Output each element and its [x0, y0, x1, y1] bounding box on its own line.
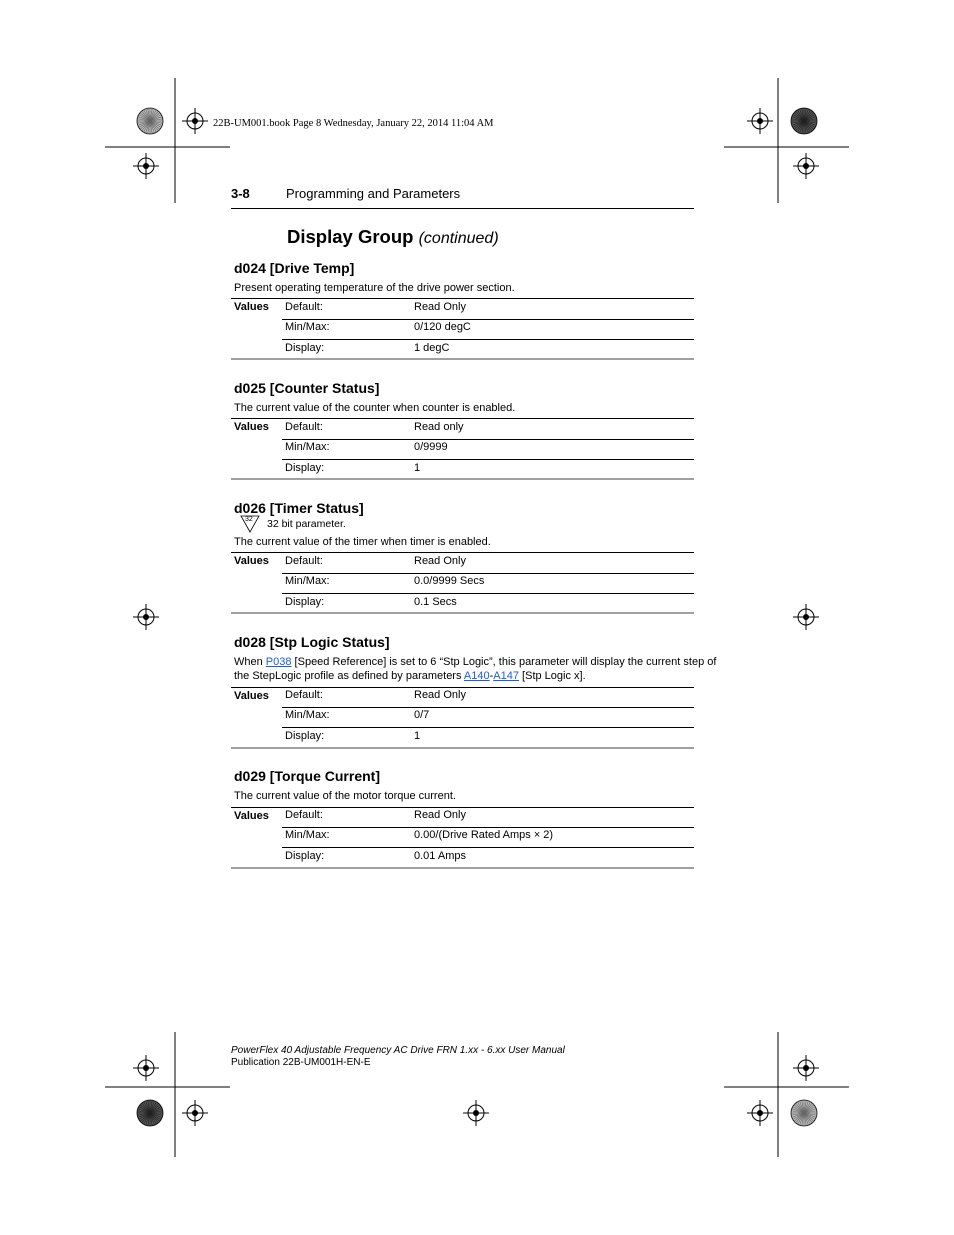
- row-key: Display:: [285, 462, 325, 474]
- page-number: 3-8: [231, 186, 250, 201]
- group-continued: (continued): [418, 230, 499, 247]
- registration-target-icon: [463, 1100, 489, 1126]
- desc-text: [Stp Logic x].: [519, 670, 586, 682]
- param-description-d024: Present operating temperature of the drive power section.: [234, 282, 515, 294]
- print-info: 22B-UM001.book Page 8 Wednesday, January 22, 2014 11:04 AM: [213, 118, 494, 129]
- row-key: Default:: [285, 689, 323, 701]
- color-starburst-icon: [791, 1100, 817, 1126]
- values-table-d026: [231, 552, 694, 614]
- row-value: 0/7: [414, 709, 430, 721]
- row-key: Default:: [285, 809, 323, 821]
- row-key: Min/Max:: [285, 321, 330, 333]
- row-value: 1: [414, 730, 421, 742]
- row-key: Display:: [285, 596, 325, 608]
- color-starburst-icon: [137, 108, 163, 134]
- param-description-d028: [234, 655, 716, 683]
- desc-text: When: [234, 656, 266, 668]
- row-value: Read only: [414, 421, 464, 433]
- row-value: Read Only: [414, 809, 466, 821]
- row-value: 0.0/9999 Secs: [414, 575, 485, 587]
- values-label: Values: [234, 301, 269, 313]
- row-value: 0.00/(Drive Rated Amps × 2): [414, 829, 554, 841]
- row-value: 0.01 Amps: [414, 850, 466, 862]
- row-key: Default:: [285, 421, 323, 433]
- desc-text: -: [489, 670, 494, 682]
- registration-target-icon: [793, 604, 819, 630]
- link-a147[interactable]: A147: [493, 670, 519, 682]
- param-description-d025: The current value of the counter when counter is enabled.: [234, 402, 516, 414]
- registration-target-icon: [133, 153, 159, 179]
- values-label: Values: [234, 690, 269, 702]
- header-rule: [231, 208, 694, 209]
- param-heading-d026: d026 [Timer Status]: [234, 500, 364, 516]
- param-heading-d024: d024 [Drive Temp]: [234, 260, 355, 276]
- values-table-d025: [231, 418, 694, 480]
- link-a140[interactable]: A140: [463, 670, 490, 682]
- registration-target-icon: [793, 153, 819, 179]
- row-key: Display:: [285, 342, 325, 354]
- param-description-d026: The current value of the timer when timer is enabled.: [234, 536, 491, 548]
- desc-text: [Speed Reference] is set to 6 “Stp Logic”, this parameter will display the current step of: [291, 656, 717, 668]
- param-description-d029: The current value of the motor torque current.: [234, 790, 456, 802]
- values-label: Values: [234, 421, 269, 433]
- values-table-d028: [231, 687, 694, 749]
- row-key: Display:: [285, 850, 325, 862]
- registration-target-icon: [747, 108, 773, 134]
- row-value: Read Only: [414, 689, 466, 701]
- values-label: Values: [234, 555, 269, 567]
- registration-target-icon: [182, 1100, 208, 1126]
- icon-text: 32: [245, 516, 253, 523]
- registration-target-icon: [133, 1055, 159, 1081]
- row-value: 1 degC: [414, 342, 450, 354]
- row-key: Default:: [285, 301, 323, 313]
- color-starburst-icon: [137, 1100, 163, 1126]
- footer-publication: Publication 22B-UM001H-EN-E: [231, 1057, 371, 1068]
- row-key: Display:: [285, 730, 325, 742]
- param-heading-d028: d028 [Stp Logic Status]: [234, 634, 390, 650]
- param-heading-d025: d025 [Counter Status]: [234, 380, 380, 396]
- link-p038[interactable]: P038: [265, 656, 292, 668]
- row-key: Min/Max:: [285, 575, 330, 587]
- row-key: Default:: [285, 555, 323, 567]
- values-table-d029: [231, 807, 694, 869]
- footer-manual-title: PowerFlex 40 Adjustable Frequency AC Drive FRN 1.xx - 6.xx User Manual: [231, 1045, 565, 1056]
- row-key: Min/Max:: [285, 709, 330, 721]
- group-heading: [287, 226, 499, 248]
- values-table-d024: [231, 298, 694, 360]
- registration-target-icon: [182, 108, 208, 134]
- running-header-title: Programming and Parameters: [286, 186, 461, 201]
- values-label: Values: [234, 810, 269, 822]
- param-heading-d029: d029 [Torque Current]: [234, 768, 380, 784]
- row-value: 0.1 Secs: [414, 596, 457, 608]
- registration-target-icon: [747, 1100, 773, 1126]
- registration-target-icon: [793, 1055, 819, 1081]
- row-value: Read Only: [414, 301, 466, 313]
- color-starburst-icon: [791, 108, 817, 134]
- 32-bit-parameter-icon: [240, 515, 260, 533]
- row-value: 1: [414, 462, 421, 474]
- row-value: 0/120 degC: [414, 321, 471, 333]
- param-note-d026: 32 bit parameter.: [267, 518, 346, 530]
- row-value: 0/9999: [414, 441, 448, 453]
- row-value: Read Only: [414, 555, 466, 567]
- row-key: Min/Max:: [285, 441, 330, 453]
- registration-target-icon: [133, 604, 159, 630]
- desc-text: the StepLogic profile as defined by parameters: [234, 670, 464, 682]
- row-key: Min/Max:: [285, 829, 330, 841]
- group-title: Display Group: [287, 226, 414, 247]
